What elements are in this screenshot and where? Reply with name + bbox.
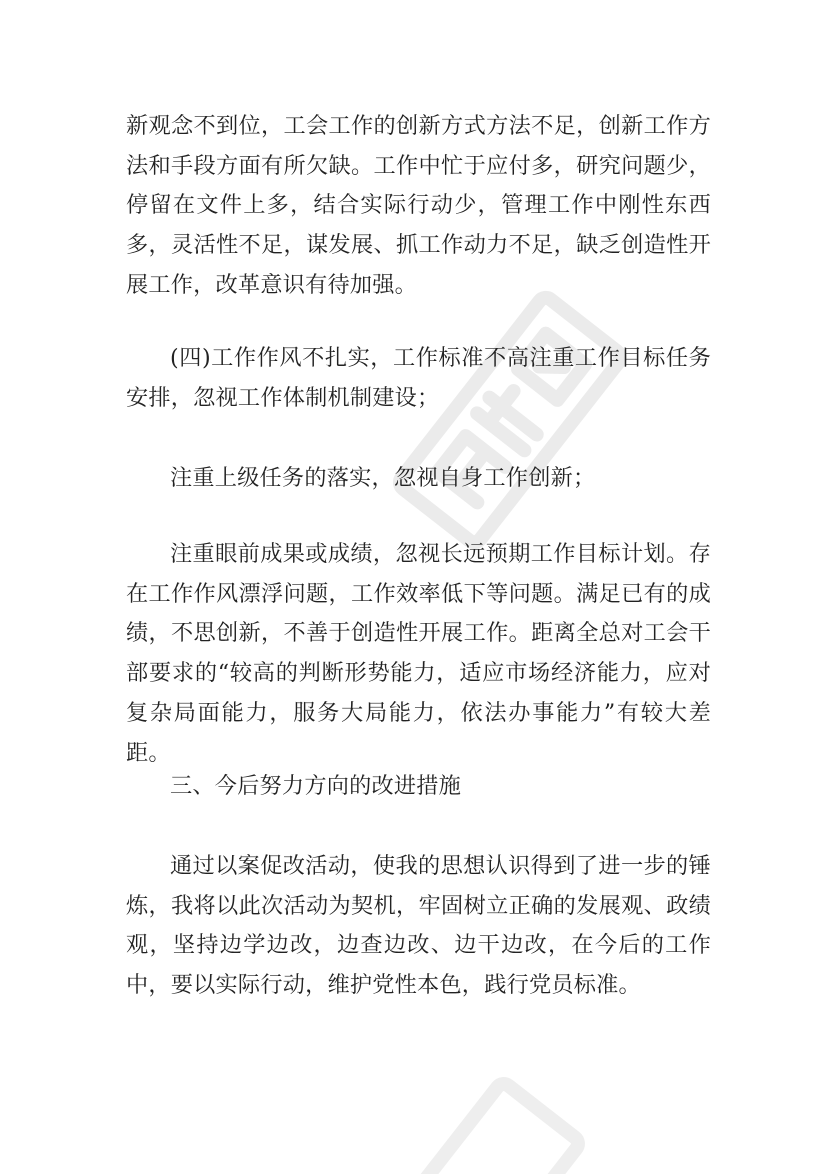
watermark-bottom <box>300 1040 620 1174</box>
watermark-logo-bottom-icon <box>300 1040 620 1174</box>
paragraph-section-four: (四)工作作风不扎实，工作标准不高注重工作目标任务安排，忽视工作体制机制建设； <box>126 345 711 411</box>
paragraph-continuation: 新观念不到位，工会工作的创新方式方法不足，创新工作方法和手段方面有所欠缺。工作中忙于应付多，研究问题少，停留在文件上多，结合实际行动少，管理工作中刚性东西多，灵活性不足，谋发展、抓工作动力不足，缺乏创造性开展工作，改革意识有待加强。 <box>126 113 711 298</box>
paragraph-improvement-measures: 通过以案促改活动，使我的思想认识得到了进一步的锤炼，我将以此次活动为契机，牢固树立正确的发展观、政绩观，坚持边学边改，边查边改、边干边改，在今后的工作中，要以实际行动，维护党性本色，践行党员标准。 <box>126 853 711 999</box>
section-heading-three: 三、今后努力方向的改进措施 <box>170 773 462 799</box>
paragraph-superior-tasks: 注重上级任务的落实，忽视自身工作创新； <box>170 465 596 491</box>
paragraph-immediate-results: 注重眼前成果或成绩，忽视长远预期工作目标计划。存在工作作风漂浮问题，工作效率低下等问题。满足已有的成绩，不思创新，不善于创造性开展工作。距离全总对工会干部要求的“较高的判断形势能力，适应市场经济能力，应对复杂局面能力，服务大局能力，依法办事能力”有较大差距。 <box>126 541 711 766</box>
